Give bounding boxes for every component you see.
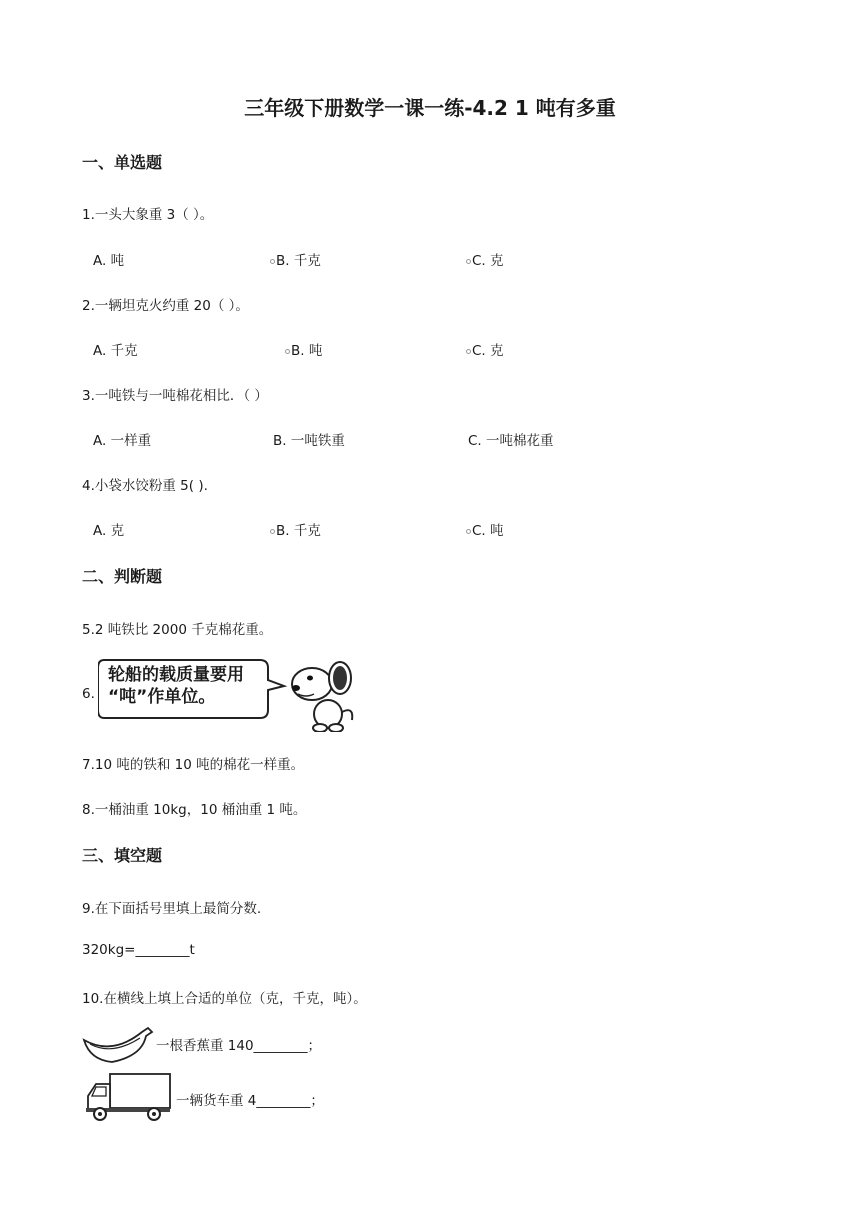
question-3: 3.一吨铁与一吨棉花相比．（ ） <box>82 388 268 404</box>
q3-option-c[interactable]: C. 一吨棉花重 <box>468 433 554 449</box>
radio-icon <box>270 259 275 264</box>
radio-icon <box>466 259 471 264</box>
q1-option-a[interactable]: A. 吨 <box>93 253 125 269</box>
q3-option-a[interactable]: A. 一样重 <box>93 433 152 449</box>
q6-bubble-line1: 轮船的载质量要用 <box>108 665 244 685</box>
q4-option-c-label: C. 吨 <box>472 523 504 539</box>
q9-answer-line[interactable]: 320kg=________t <box>82 942 195 958</box>
question-2: 2.一辆坦克火约重 20（ ）。 <box>82 298 249 314</box>
q4-option-c[interactable] <box>466 519 504 539</box>
banana-icon <box>82 1022 154 1064</box>
radio-icon <box>466 349 471 354</box>
question-7: 7.10 吨的铁和 10 吨的棉花一样重。 <box>82 757 305 773</box>
section-heading-fill: 三、填空题 <box>82 846 163 865</box>
truck-icon <box>84 1072 174 1122</box>
q6-bubble-line2: “吨”作单位。 <box>108 687 216 707</box>
question-10: 10.在横线上填上合适的单位（克，千克，吨）。 <box>82 991 367 1007</box>
truck-image <box>84 1072 174 1122</box>
section-heading-choice: 一、单选题 <box>82 153 163 172</box>
q1-option-c[interactable] <box>466 249 504 269</box>
question-1: 1.一头大象重 3（ ）。 <box>82 207 214 223</box>
question-5: 5.2 吨铁比 2000 千克棉花重。 <box>82 622 273 638</box>
q2-option-b[interactable] <box>285 339 322 359</box>
section-heading-judge: 二、判断题 <box>82 567 163 586</box>
q2-option-b-label: B. 吨 <box>291 343 323 359</box>
q2-option-c[interactable] <box>466 339 504 359</box>
radio-icon <box>285 349 290 354</box>
q4-option-b-label: B. 千克 <box>276 523 321 539</box>
q6-bubble-text <box>108 664 244 708</box>
question-6-number: 6. <box>82 686 95 702</box>
q1-option-c-label: C. 克 <box>472 253 504 269</box>
q3-option-b[interactable]: B. 一吨铁重 <box>273 433 345 449</box>
q10-banana-line[interactable]: 一根香蕉重 140________； <box>156 1038 322 1054</box>
q1-option-b-label: B. 千克 <box>276 253 321 269</box>
q2-option-c-label: C. 克 <box>472 343 504 359</box>
banana-image <box>82 1022 154 1064</box>
q2-option-a[interactable]: A. 千克 <box>93 343 138 359</box>
q10-truck-line[interactable]: 一辆货车重 4________； <box>176 1093 324 1109</box>
question-8: 8.一桶油重 10kg，10 桶油重 1 吨。 <box>82 802 307 818</box>
q4-option-a[interactable]: A. 克 <box>93 523 125 539</box>
page-title: 三年级下册数学一课一练-4.2 1 吨有多重 <box>244 96 616 120</box>
question-9: 9.在下面括号里填上最简分数. <box>82 901 262 917</box>
radio-icon <box>270 529 275 534</box>
q4-option-b[interactable] <box>270 519 321 539</box>
radio-icon <box>466 529 471 534</box>
q1-option-b[interactable] <box>270 249 321 269</box>
question-4: 4.小袋水饺粉重 5( ). <box>82 478 208 494</box>
